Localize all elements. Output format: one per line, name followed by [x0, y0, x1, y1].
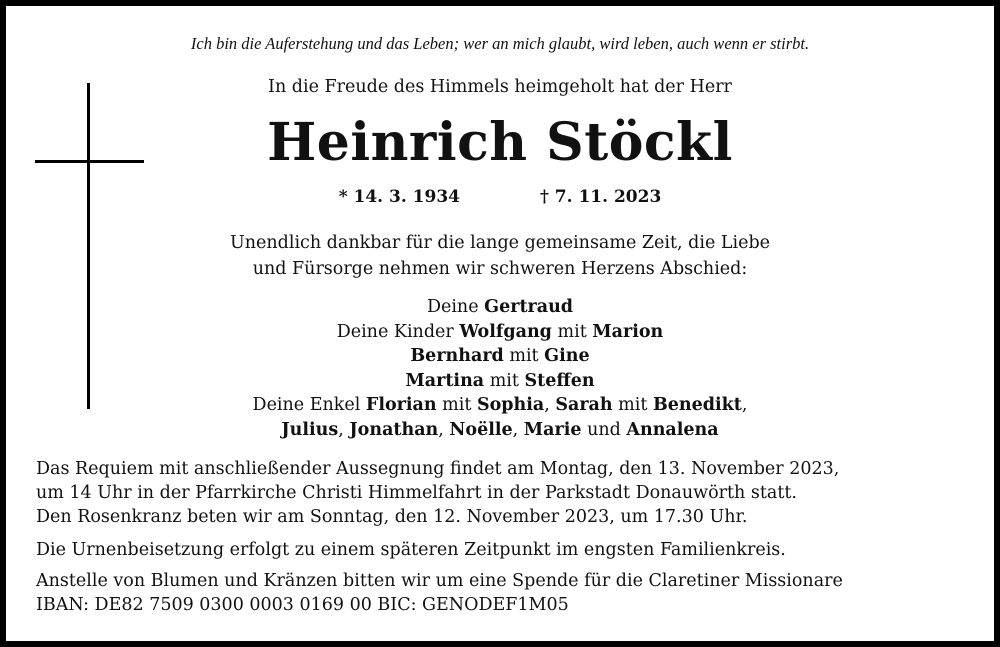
info-line: Die Urnenbeisetzung erfolgt zu einem späteren Zeitpunkt im engsten Familienkreis.	[36, 540, 786, 560]
cross-horizontal-bar	[35, 160, 144, 163]
mourner-prefix: Deine Enkel	[252, 395, 366, 415]
mourner-name: Sarah	[555, 395, 613, 415]
mourner-name: Gertraud	[484, 297, 574, 317]
urn-burial-info	[36, 538, 976, 562]
deceased-name: Heinrich Stöckl	[267, 112, 733, 173]
info-line: Das Requiem mit anschließender Aussegnung findet am Montag, den 13. November 2023,	[36, 459, 840, 479]
info-line: Den Rosenkranz beten wir am Sonntag, den 12. November 2023, um 17.30 Uhr.	[36, 507, 748, 527]
mourner-name: Noëlle	[449, 419, 513, 440]
mourner-name: Annalena	[626, 419, 719, 440]
requiem-info	[36, 457, 976, 529]
message-line: und Fürsorge nehmen wir schweren Herzens Abschied:	[252, 259, 748, 279]
bible-quote: Ich bin die Auferstehung und das Leben; wer an mich glaubt, wird leben, auch wenn er stirbt.	[190, 34, 810, 53]
connector: und	[581, 419, 627, 440]
info-line: um 14 Uhr in der Pfarrkirche Christi Himmelfahrt in der Parkstadt Donauwörth statt.	[36, 483, 797, 503]
mourner-prefix: Deine	[426, 297, 485, 317]
connector: ,	[338, 419, 350, 440]
mourner-name: Marion	[592, 321, 664, 342]
donation-info	[36, 569, 976, 617]
mourner-name: Martina	[405, 370, 485, 391]
mourner-name: Wolfgang	[459, 321, 552, 342]
connector: ,	[741, 395, 748, 415]
mourner-name: Sophia	[476, 395, 545, 415]
mourner-line	[0, 369, 1000, 394]
iban-line: IBAN: DE82 7509 0300 0003 0169 00 BIC: GENODEF1M05	[36, 595, 569, 615]
message-line: Unendlich dankbar für die lange gemeinsame Zeit, die Liebe	[230, 233, 770, 253]
connector: ,	[438, 419, 450, 440]
death-date: † 7. 11. 2023	[540, 187, 662, 207]
mourner-line	[0, 295, 1000, 320]
mourner-prefix: Deine Kinder	[336, 321, 460, 342]
mourner-name: Steffen	[524, 370, 595, 391]
mourner-line	[0, 320, 1000, 345]
connector: mit	[503, 346, 545, 366]
mourners-list	[0, 295, 1000, 442]
info-line: Anstelle von Blumen und Kränzen bitten wir um eine Spende für die Claretiner Missionare	[36, 571, 843, 591]
connector: ,	[512, 419, 524, 440]
intro-line: In die Freude des Himmels heimgeholt hat der Herr	[268, 77, 732, 97]
mourner-line	[0, 393, 1000, 418]
mourner-name: Benedikt	[652, 395, 742, 415]
connector: mit	[436, 395, 477, 415]
farewell-message	[0, 230, 1000, 282]
connector: mit	[612, 395, 653, 415]
mourner-name: Julius	[281, 419, 339, 440]
life-dates	[0, 187, 1000, 207]
mourner-name: Gine	[544, 346, 590, 366]
connector: mit	[551, 321, 593, 342]
connector: ,	[544, 395, 556, 415]
mourner-name: Marie	[523, 419, 582, 440]
mourner-line	[0, 418, 1000, 443]
mourner-name: Florian	[365, 395, 437, 415]
mourner-name: Jonathan	[349, 419, 439, 440]
mourner-name: Bernhard	[410, 346, 504, 366]
mourner-line	[0, 344, 1000, 369]
connector: mit	[484, 370, 525, 391]
birth-date: * 14. 3. 1934	[338, 187, 460, 207]
